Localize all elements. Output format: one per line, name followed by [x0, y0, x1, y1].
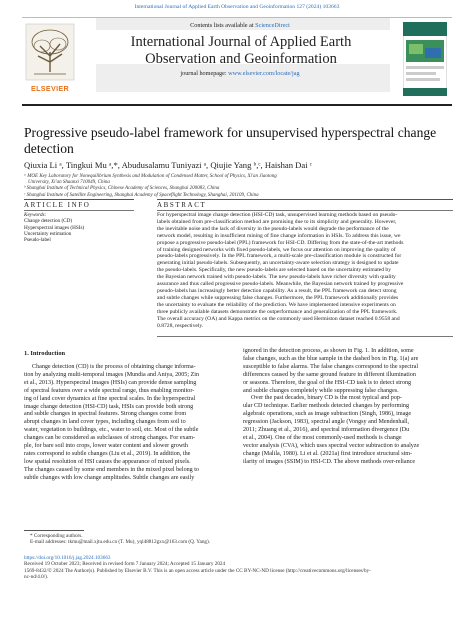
publisher-name: ELSEVIER: [31, 84, 69, 93]
email-addresses: E-mail addresses: tkmu@mail.xjtu.edu.cn (T. Mu), yql48812gxx@163.com (Q. Yang).: [30, 539, 211, 546]
intro-line: and subtle changes in spectral features. Strong changes come from: [24, 411, 187, 418]
abstract-line: assurance and thus called progressive pseudo-labels. Meanwhile, the Bayesian network trained by progressive: [157, 281, 404, 288]
intro-line: low spatial resolution of HSI causes the appearance of mixed pixels.: [24, 458, 191, 465]
intro-line: subtle changes with low change amplitudes. Subtle changes are easily: [24, 474, 195, 481]
license-line: 1569-8432/© 2024 The Author(s). Published by Elsevier B.V. This is an open access article under the CC BY-NC-ND license (http://creativecommons.org/licenses/by-: [24, 567, 371, 574]
affiliation-line: ᵃ MOE Key Laboratory for Nonequilibrium Synthesis and Modulation of Condensed Matter, School of Physics, Xi'an Jiaotong: [24, 174, 277, 179]
intro-line: ple, for bare soil into crops, lower water content and slower growth: [24, 443, 188, 450]
intro-line: susceptible to false alarms. The false changes correspond to the spectral: [243, 363, 419, 370]
abstract-line: propose a progressive pseudo-label (PPL) framework for HSI-CD. Differing from the state-of-the-art methods: [157, 239, 404, 246]
journal-title: International Journal of Applied Earth Observation and Geoinformation: [130, 34, 352, 67]
keyword-item: Hyperspectral images (HSIs): [24, 224, 85, 231]
intro-line: Over the past decades, binary CD is the most typical and pop-: [251, 395, 402, 402]
abstract-text: [157, 212, 453, 329]
affiliations: [24, 174, 444, 199]
keywords-block: [24, 212, 134, 243]
affiliation-line: University, Xi'an Shaanxi 710049, China: [28, 180, 110, 186]
article-metadata: [24, 555, 454, 581]
abstract-rule-bottom: [157, 210, 453, 211]
abstract-line: the Bayesian network trained with pseudo-labels. The new pseudo-labels have richer diversity with quality: [157, 274, 396, 281]
intro-line: differences caused by the same ground feature in different illumination: [243, 371, 416, 378]
keywords-label: Keywords:: [24, 212, 47, 218]
abstract-line: The overall accuracy (OA) and Kappa metrics on the commonly used Hermiston dataset reached 0.9558 and: [157, 315, 400, 322]
intro-line: and subtle changes completely while suppressing false changes.: [243, 387, 399, 394]
intro-line: vector analysis (CVA), which uses spectral vector subtraction to analyze: [243, 442, 420, 449]
footnote-rule: [24, 530, 84, 531]
footnotes: [30, 533, 450, 546]
homepage-prefix: journal homepage:: [180, 70, 229, 77]
license-line: nc-nd/4.0/).: [24, 574, 49, 581]
abstract-line: labels obtained from pre-classification method are promising due to its simplicity and generality. However,: [157, 218, 397, 225]
intro-line: tion by analyzing multi-temporal images (Mundia and Aniya, 2005; Zin: [24, 371, 199, 378]
contents-prefix: Contents lists available at: [190, 22, 256, 29]
intro-line: change (Malila, 1980). Li et al. (2021a) first introduce structural sim-: [243, 450, 413, 457]
intro-line: et al., 2004). One of the most commonly-used methods is change: [243, 434, 402, 441]
intro-line: ignored in the detection process, as shown in Fig. 1. In addition, some: [243, 348, 414, 354]
running-head: International Journal of Applied Earth Observation and Geoinformation 127 (2024) 103663: [134, 4, 340, 10]
keyword-item: Pseudo-label: [24, 237, 51, 244]
keyword-item: Uncertainty estimation: [24, 230, 72, 237]
received-dates: Received 19 October 2023; Received in revised form 7 January 2024; Accepted 15 January 2024: [24, 561, 226, 568]
abstract-line: and subtle changes while suppressing false changes. Furthermore, the PPL framework additionally provides: [157, 294, 399, 301]
section-heading-introduction: 1. Introduction: [24, 350, 66, 357]
abstract-line: the uncertainty to evaluate the reliability of the prediction. We have implemented intensive experiments on: [157, 301, 396, 308]
intro-line: of spectral features over a wide spectral range, thus enabling monitor-: [24, 387, 195, 394]
masthead-band-bottom: [96, 64, 390, 92]
intro-line: ing of land cover dynamics at fine spectral scales. In the hyperspectral: [24, 395, 196, 402]
intro-line: image change detection (HSI-CD) task, HSIs can provide both strong: [24, 403, 194, 410]
affiliation-line: ᶜ Shanghai Institute of Satellite Engineering, Shanghai Academy of Spaceflight Technology, Shanghai, 201109, China: [24, 192, 259, 198]
contents-line: [100, 22, 380, 29]
doi-link[interactable]: https://doi.org/10.1016/j.jag.2024.103663: [24, 555, 111, 561]
intro-line: rates correspond to subtle changes (Liu et al., 2019). In addition, the: [24, 450, 191, 457]
author-list: Qiuxia Li ᵃ, Tingkui Mu ᵃ,*, Abudusalamu Tuniyazi ᵃ, Qiujie Yang ᵇ,ᶜ, Haishan Dai ᶜ: [24, 160, 312, 170]
article-info-rule-top: [24, 199, 134, 200]
journal-cover-thumbnail: [403, 22, 447, 96]
intro-line: abrupt changes in land cover types, including changes from soil to: [24, 419, 186, 426]
abstract-line: pseudo-labels progressively. In the PPL framework, a multi-scale pre-classification module is constructed for: [157, 253, 402, 260]
article-info-heading: ARTICLE INFO: [24, 201, 91, 209]
intro-line: 2011; Zhuang et al., 2016), and spectral information divergence (Du: [243, 427, 410, 434]
article-title: Progressive pseudo-label framework for unsupervised hyperspectral change detection: [24, 125, 437, 156]
intro-line: Change detection (CD) is the process of obtaining change informa-: [32, 364, 196, 370]
homepage-line: [100, 70, 380, 77]
journal-cover-icon: [403, 22, 447, 96]
sciencedirect-link[interactable]: ScienceDirect: [255, 22, 290, 29]
intro-line: false changes, such as the blue sample in the dashed box in Fig. 1(a) are: [243, 355, 419, 362]
intro-line: ilarity of images (SSIM) to HSI-CD. The above methods over-reliance: [243, 458, 416, 465]
keyword-item: Change detection (CD): [24, 218, 73, 225]
article-info-rule-bottom: [24, 210, 134, 211]
abstract-line: For hyperspectral image change detection (HSI-CD) task, unsupervised learning methods based on pseudo-: [157, 212, 398, 218]
abstract-line: the pseudo-labels. Specifically, the new pseudo-labels are selected based on the uncertainty estimated by: [157, 267, 392, 274]
abstract-line: the inevitable noise and the lack of diversity in the pseudo-labels would degrade the performance of the: [157, 225, 389, 232]
abstract-line: pseudo-labels has increasingly better detection capability. As a result, the PPL framework can detect strong: [157, 287, 397, 294]
abstract-end-rule: [157, 336, 453, 337]
abstract-line: generating initial pseudo-labels. Subsequently, an uncertainty-aware selection strategy is designed to update: [157, 260, 399, 267]
abstract-line: 0.8728, respectively.: [157, 322, 204, 329]
elsevier-logo: [24, 22, 76, 96]
affiliation-line: ᵇ Shanghai Institute of Technical Physics, Chinese Academy of Sciences, Shanghai 200083, China: [24, 186, 220, 192]
intro-line: changes can be considered as subclasses of strong changes. For exam-: [24, 435, 196, 442]
abstract-rule-top: [157, 199, 453, 200]
homepage-link[interactable]: www.elsevier.com/locate/jag: [228, 70, 300, 77]
intro-line: or seasons. Therefore, the goal of the HSI-CD task is to detect strong: [243, 379, 412, 386]
intro-line: regression (Jackson, 1983), spectral angle (Vongsy and Mendenhall,: [243, 419, 410, 426]
abstract-heading: ABSTRACT: [157, 201, 207, 209]
intro-line: et al., 2013). Hyperspectral images (HSIs) can provide dense sampling: [24, 379, 197, 386]
corresponding-author-note: * Corresponding authors.: [30, 533, 83, 539]
intro-line: The changes caused by some end members in the mixed pixel belong to: [24, 466, 199, 473]
intro-left-column: [24, 364, 234, 483]
intro-line: water, vegetation to buildings, etc., water to soil, etc. Most of the subtle: [24, 427, 199, 434]
intro-line: algebraic operations, such as image subtraction (Singh, 1986), image: [243, 411, 412, 418]
intro-line: ular CD technique. Earlier methods detected changes by performing: [243, 403, 409, 410]
abstract-line: network model, resulting in insufficient mining of fine change information in HSIs. To address this issue, we: [157, 232, 401, 239]
abstract-line: three publicly available datasets demonstrate the outperformance and generalization of the PPL framework.: [157, 308, 398, 315]
abstract-line: of training designed networks with fixed pseudo-labels, we focus our attention on improving the quality of: [157, 246, 396, 253]
intro-right-column: [243, 348, 453, 467]
